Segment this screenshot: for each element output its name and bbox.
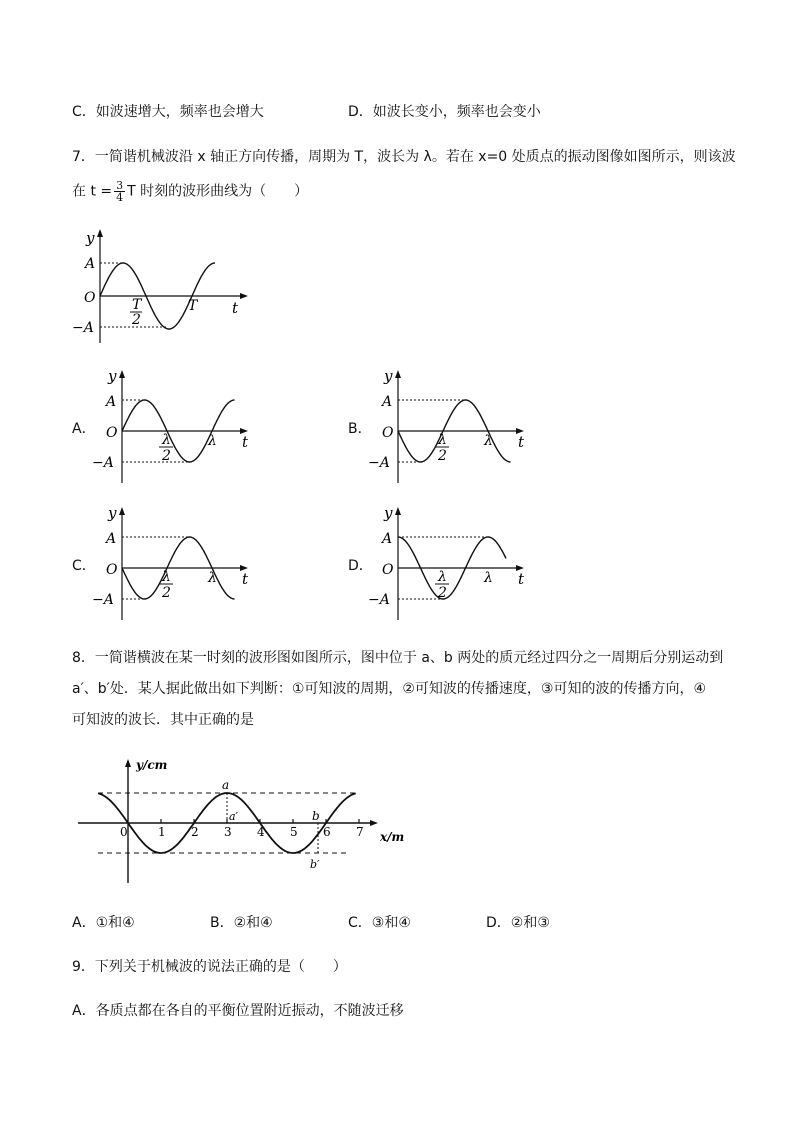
q8-x-label: x/m [380,830,405,844]
wave-origin-label: O [382,562,394,578]
wave-origin-label: O [106,425,118,441]
q8-point-b: b [312,809,320,823]
q8-tick-label: 4 [257,825,265,839]
wave-y-label: y [108,504,117,522]
q7-frac-den: 4 [116,191,124,204]
wave-half-num: λ [162,569,171,585]
vib-full-label: T [188,298,198,314]
q8-point-a: a [222,778,230,792]
wave-half-num: λ [438,569,447,585]
wave-amp-neg: −A [92,592,114,608]
vib-amp-pos: A [85,256,96,272]
wave-half-den: 2 [438,585,447,601]
q8-option-c: C．③和④ [348,915,411,931]
q8-x-arrow [370,820,378,826]
vib-origin-label: O [84,290,96,306]
vib-half-den: 2 [132,312,141,328]
q7-option-b-graph [368,365,538,485]
wave-full-label: λ [208,433,217,449]
vib-half-num: T [132,297,142,313]
q8-point-b-prime: b′ [310,858,320,871]
q6-option-d: D．如波长变小，频率也会变小 [348,104,541,120]
vib-x-arrow [240,293,248,299]
wave-y-arrow [119,507,125,515]
q8-tick-label: 3 [224,825,232,839]
wave-y-label: y [384,504,393,522]
wave-origin-label: O [382,425,394,441]
q9-option-a: A．各质点都在各自的平衡位置附近振动，不随波迁移 [72,1003,404,1019]
q6-option-c: C．如波速增大，频率也会增大 [72,104,264,120]
vib-y-arrow [97,229,103,237]
q7-option-d-graph [368,502,538,622]
q7-stem-suffix: T 时刻的波形曲线为（ ） [127,183,309,200]
q7-vibration-graph [72,225,262,350]
q8-tick-label: 6 [323,825,331,839]
q7-option-c-graph [92,502,262,622]
wave-x-label: t [242,570,249,588]
q7-option-a-graph [92,365,262,485]
wave-y-arrow [395,507,401,515]
q8-tick-label: 1 [158,825,166,839]
q8-option-b: B．②和④ [210,915,273,931]
wave-y-label: y [384,367,393,385]
q9-stem: 9．下列关于机械波的说法正确的是（ ） [72,959,347,975]
wave-y-arrow [119,370,125,378]
vib-x-label: t [232,299,239,317]
wave-half-num: λ [162,432,171,448]
q8-y-arrow [125,759,131,767]
q7-option-d-letter: D． [348,558,373,574]
vib-amp-neg: −A [72,320,94,336]
q8-stem-line1: 8．一简谐横波在某一时刻的波形图如图所示，图中位于 a、b 两处的质元经过四分之一周期后分别运动到 [72,650,724,666]
wave-amp-pos: A [382,531,393,547]
q8-point-a-prime: a′ [229,810,239,823]
q7-stem-prefix: 在 t = [72,183,113,200]
q8-y-label: y/cm [136,758,168,772]
q7-option-a-letter: A． [72,421,96,437]
q8-stem-line2: a′、b′处．某人据此做出如下判断：①可知波的周期，②可知波的传播速度，③可知的波的传播方向，④ [72,681,707,697]
wave-x-label: t [518,570,525,588]
wave-amp-pos: A [106,394,117,410]
q7-fraction [114,180,125,203]
wave-full-label: λ [208,570,217,586]
wave-amp-pos: A [382,394,393,410]
wave-full-label: λ [484,433,493,449]
q8-tick-label: 2 [191,825,199,839]
wave-y-label: y [108,367,117,385]
q8-tick-label: 7 [356,825,364,839]
wave-x-label: t [518,433,525,451]
wave-half-den: 2 [438,448,447,464]
q7-option-c-letter: C． [72,558,96,574]
wave-amp-neg: −A [368,455,390,471]
wave-y-arrow [395,370,401,378]
wave-half-den: 2 [162,585,171,601]
q7-option-b-letter: B． [348,421,372,437]
q7-stem-line1: 7．一简谐机械波沿 x 轴正方向传播，周期为 T，波长为 λ。若在 x=0 处质点的振动图像如图所示，则该波 [72,149,736,165]
wave-amp-neg: −A [92,455,114,471]
vib-y-label: y [86,229,95,247]
wave-half-num: λ [438,432,447,448]
wave-half-den: 2 [162,448,171,464]
q7-frac-num: 3 [116,179,124,192]
wave-amp-neg: −A [368,592,390,608]
q8-tick-label: 5 [290,825,298,839]
q8-option-a: A．①和④ [72,915,135,931]
q8-stem-line3: 可知波的波长．其中正确的是 [72,712,254,728]
q8-origin-label: 0 [120,825,128,839]
wave-x-label: t [242,433,249,451]
wave-full-label: λ [484,570,493,586]
wave-origin-label: O [106,562,118,578]
q8-option-d: D．②和③ [486,915,550,931]
wave-amp-pos: A [106,531,117,547]
q8-wave-graph [78,755,408,887]
q7-stem-line2 [72,180,308,203]
